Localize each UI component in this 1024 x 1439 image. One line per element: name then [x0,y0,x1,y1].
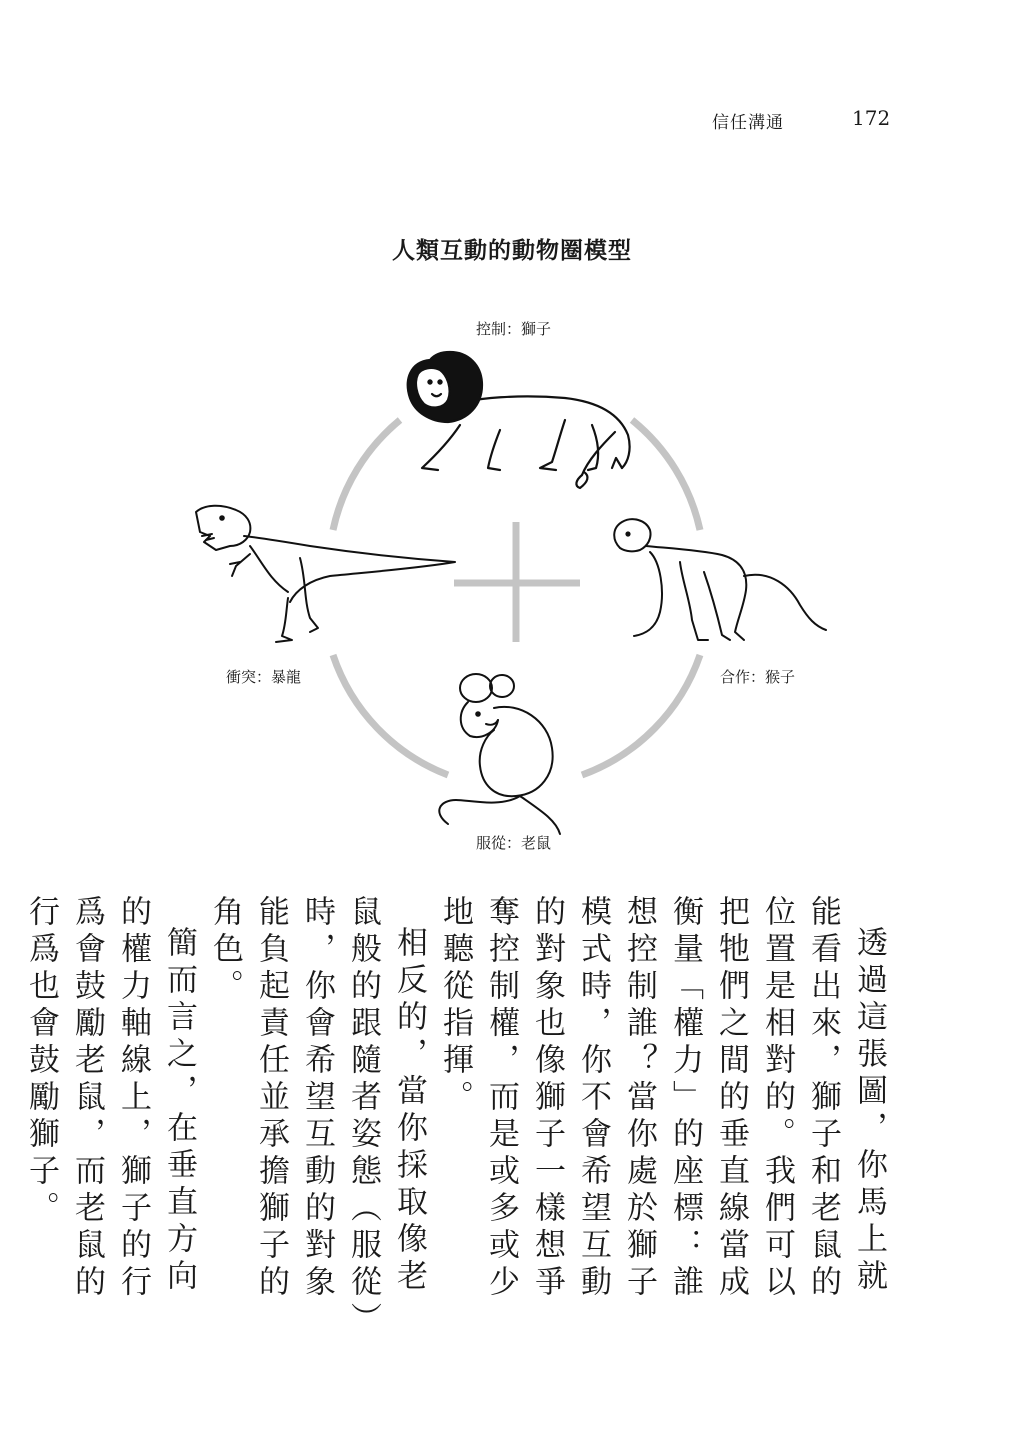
label-obedience-mouse: 服從：老鼠 [476,834,552,852]
arc-top-right [632,420,700,530]
label-conflict-trex: 衝突：暴龍 [226,668,302,686]
label-control-lion: 控制：獅子 [476,320,552,338]
paragraph: 簡而言之，在垂直方向的權力軸線上，獅子的行爲會鼓勵老鼠，而老鼠的行爲也會鼓勵獅子。 [23,895,197,1302]
running-header [0,108,1024,140]
monkey-illustration [614,519,826,640]
label-cooperation-monkey: 合作：猴子 [720,668,796,686]
paragraph: 透過這張圖，你馬上就能看出來，獅子和老鼠的位置是相對的。我們可以把牠們之間的垂直線當成衡量「權力」的座標：誰想控制誰？當你處於獅子模式時，你不會希望互動的對象也像獅子一樣想爭奪控制權，而是或多或少地聽從指揮。 [437,895,887,1302]
paragraph: 相反的，當你採取像老鼠般的跟隨者姿態（服從）時，你會希望互動的對象能負起責任並承擔獅子的角色。 [207,895,427,1324]
body-text [18,895,892,1325]
page-number: 172 [852,106,891,130]
arc-top-left [333,420,400,530]
lion-illustration [408,352,630,488]
arc-bottom-right [582,655,700,775]
animal-circle-diagram [0,300,1024,860]
figure-title: 人類互動的動物圈模型 [392,238,632,264]
diagram-graphics [0,300,1024,860]
mouse-illustration [439,674,560,834]
arc-bottom-left [333,655,448,775]
trex-illustration [196,506,455,642]
center-cross [454,522,580,642]
book-title: 信任溝通 [712,113,784,133]
